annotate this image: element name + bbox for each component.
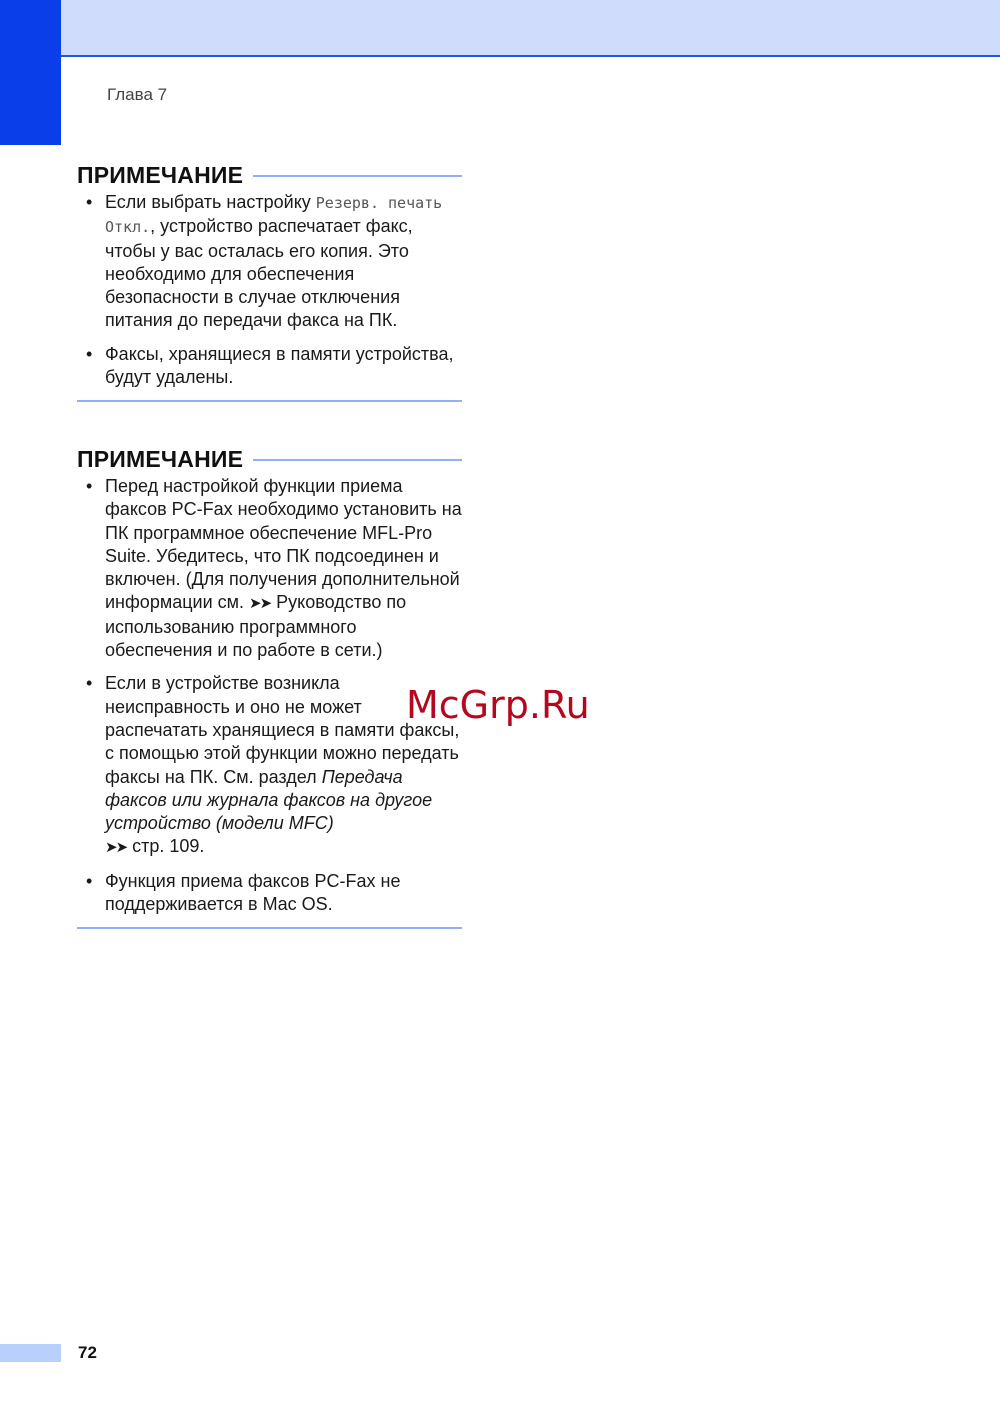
note-item — [77, 870, 462, 917]
footer-band — [0, 1344, 61, 1362]
note-text: Факсы, хранящиеся в памяти устройства, будут удалены. — [105, 343, 454, 388]
chapter-label: Глава 7 — [107, 85, 168, 104]
note-text: Если в устройстве возникла неисправность и оно не может распечатать хранящиеся в памяти факсы, с помощью этой функции можно передать факсы на ПК. См. раздел — [105, 673, 460, 787]
chapter-tab — [0, 0, 61, 145]
note-list — [77, 475, 462, 916]
note-text: Руководство по использованию программного обеспечения и по работе в сети.) — [105, 592, 407, 661]
note-item — [77, 343, 462, 390]
note-title-rule — [253, 175, 462, 177]
setting-code: Резерв. печать Откл. — [105, 194, 443, 237]
note-text: , устройство распечатает факс, чтобы у вас осталась его копия. Это необходимо для обеспечения безопасности в случае отключения питания до передачи факса на ПК. — [105, 216, 413, 331]
note-header — [77, 446, 462, 473]
note-box-2 — [77, 446, 462, 929]
bullet: • — [86, 673, 93, 694]
double-arrow-icon: ➤➤ — [249, 595, 271, 613]
note-text: Функция приема факсов PC-Fax не поддерживается в Mac OS. — [105, 870, 401, 915]
double-arrow-icon: ➤➤ — [105, 839, 127, 857]
cross-reference: Передача факсов или журнала факсов на другое устройство (модели MFC) — [105, 766, 433, 834]
bullet: • — [86, 343, 93, 364]
page-number: 72 — [78, 1343, 97, 1362]
note-header — [77, 162, 462, 189]
note-list — [77, 191, 462, 389]
note-item — [77, 672, 462, 859]
note-bottom-rule — [77, 927, 462, 929]
bullet: • — [86, 476, 93, 496]
bullet: • — [86, 870, 93, 891]
note-bottom-rule — [77, 400, 462, 402]
note-text: стр. 109. — [132, 836, 205, 857]
note-title: ПРИМЕЧАНИЕ — [77, 446, 244, 472]
note-box-1 — [77, 162, 462, 402]
header-band — [0, 0, 1000, 57]
note-item — [77, 475, 462, 662]
bullet: • — [86, 192, 93, 212]
note-text: Если выбрать настройку — [105, 192, 316, 212]
watermark: McGrp.Ru — [406, 683, 590, 727]
note-item — [77, 191, 462, 333]
note-title-rule — [253, 459, 462, 461]
note-title: ПРИМЕЧАНИЕ — [77, 162, 244, 188]
note-text: Перед настройкой функции приема факсов PC-Fax необходимо установить на ПК программное обеспечение MFL-Pro Suite. Убедитесь, что ПК подсоединен и включен. (Для получения дополнительной информации см. — [105, 476, 462, 613]
